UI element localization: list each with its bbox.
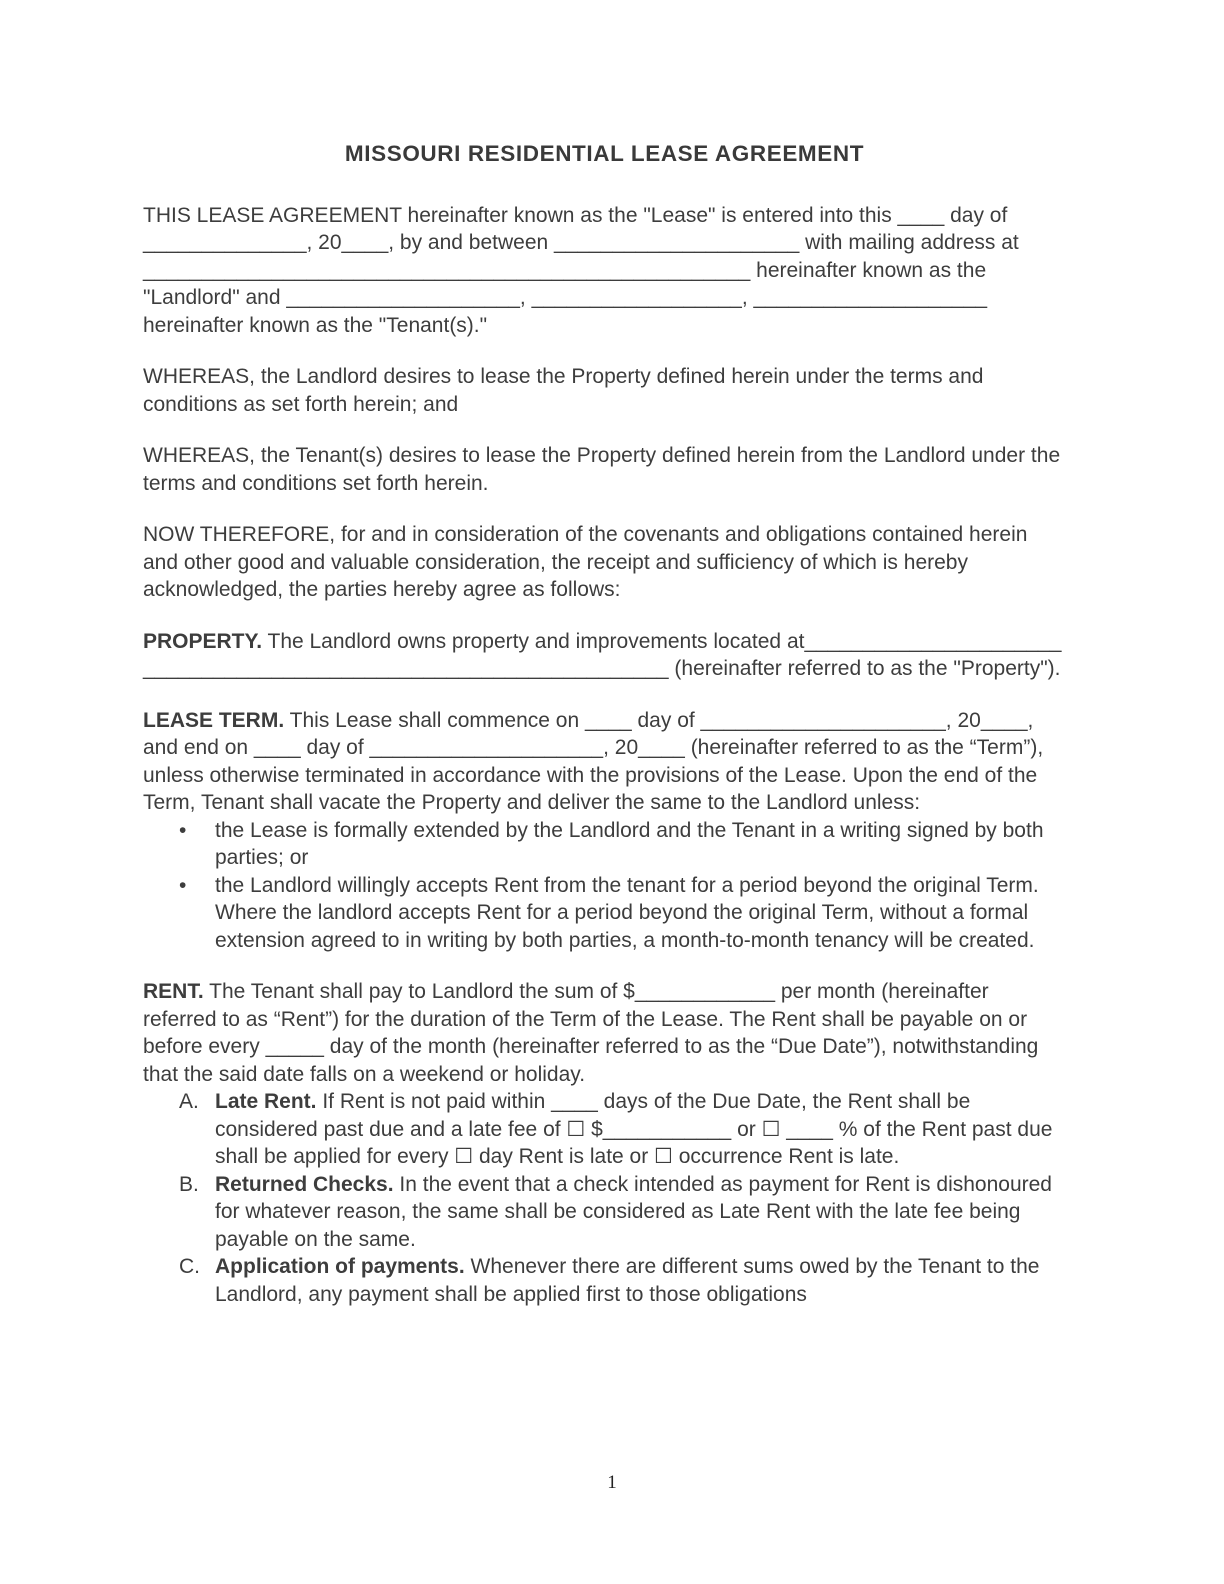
application-of-payments-heading: Application of payments. — [215, 1255, 465, 1278]
list-item-text — [215, 1088, 1066, 1171]
property-section — [143, 628, 1066, 683]
list-item — [143, 1088, 1066, 1171]
rent-section — [143, 978, 1066, 1088]
list-item-text — [215, 1171, 1066, 1254]
application-of-payments-text: Whenever there are different sums owed by the Tenant to the Landlord, any payment shall be applied first to those obligations — [215, 1255, 1040, 1306]
returned-checks-text: In the event that a check intended as payment for Rent is dishonoured for whatever reason, the same shall be considered as Late Rent with the late fee being payable on the same. — [215, 1172, 1052, 1251]
bullet-icon: • — [179, 818, 187, 842]
rent-lettered-list — [143, 1088, 1066, 1308]
intro-paragraph: THIS LEASE AGREEMENT hereinafter known as the "Lease" is entered into this ____ day of ______________, 20____, by and between _____________________ with mailing address at ____________________________________________________ hereinafter known as the "Landlord" and ____________________, __________________, ____________________ hereinafter known as the "Tenant(s)." — [143, 203, 1019, 337]
page-number: 1 — [607, 1471, 617, 1493]
bullet-item-text: the Lease is formally extended by the Landlord and the Tenant in a writing signed by both parties; or — [215, 818, 1044, 869]
list-item — [143, 1171, 1066, 1254]
now-therefore-paragraph: NOW THEREFORE, for and in consideration of the covenants and obligations contained herein and other good and valuable consideration, the receipt and sufficiency of which is hereby acknowledged, the parties hereby agree as follows: — [143, 523, 1028, 601]
returned-checks-heading: Returned Checks. — [215, 1172, 394, 1196]
property-section-heading: PROPERTY. — [143, 629, 263, 653]
list-item — [143, 1253, 1066, 1308]
bullet-item-text: the Landlord willingly accepts Rent from the tenant for a period beyond the original Term. Where the landlord accepts Rent for a period beyond the original Term, without a formal extension agreed to in writing by both parties, a month-to-month tenancy will be created. — [215, 873, 1039, 952]
whereas-landlord-paragraph: WHEREAS, the Landlord desires to lease the Property defined herein under the terms and conditions as set forth herein; and — [143, 365, 984, 416]
rent-section-heading: RENT. — [143, 980, 204, 1003]
list-item-text — [215, 1253, 1066, 1308]
property-section-text: The Landlord owns property and improvements located at______________________ _____________________________________________ (hereinafter referred to as the "Property"). — [143, 629, 1062, 680]
list-item — [143, 872, 1066, 955]
late-rent-text: If Rent is not paid within ____ days of the Due Date, the Rent shall be considered past due and a late fee of ☐ $___________ or ☐ ____ % of the Rent past due shall be applied for every ☐ day Rent is late or ☐ occurrence Rent is late. — [215, 1090, 1053, 1168]
late-rent-heading: Late Rent. — [215, 1090, 317, 1113]
list-item — [143, 817, 1066, 872]
bullet-icon: • — [179, 873, 187, 897]
lease-term-section-text: This Lease shall commence on ____ day of _____________________, 20____, and end on ____ day of ____________________, 20____ (hereinafter referred to as the “Term”), unless otherwise terminated in accordance with the provisions of the Lease. Upon the end of the Term, Tenant shall vacate the Property and deliver the same to the Landlord unless: — [143, 708, 1044, 814]
list-item-marker: A. — [179, 1090, 199, 1113]
document-title: MISSOURI RESIDENTIAL LEASE AGREEMENT — [344, 141, 865, 166]
rent-section-text: The Tenant shall pay to Landlord the sum of $____________ per month (hereinafter referred to as “Rent”) for the duration of the Term of the Lease. The Rent shall be payable on or before every _____ day of the month (hereinafter referred to as the “Due Date”), notwithstanding that the said date falls on a weekend or holiday. — [143, 980, 1039, 1086]
lease-term-bullet-list — [143, 817, 1066, 955]
lease-term-section-heading: LEASE TERM. — [143, 708, 285, 732]
whereas-tenant-paragraph: WHEREAS, the Tenant(s) desires to lease the Property defined herein from the Landlord under the terms and conditions set forth herein. — [143, 444, 1061, 495]
list-item-marker: B. — [179, 1172, 199, 1196]
list-item-marker: C. — [179, 1255, 200, 1278]
lease-term-section — [143, 707, 1066, 817]
